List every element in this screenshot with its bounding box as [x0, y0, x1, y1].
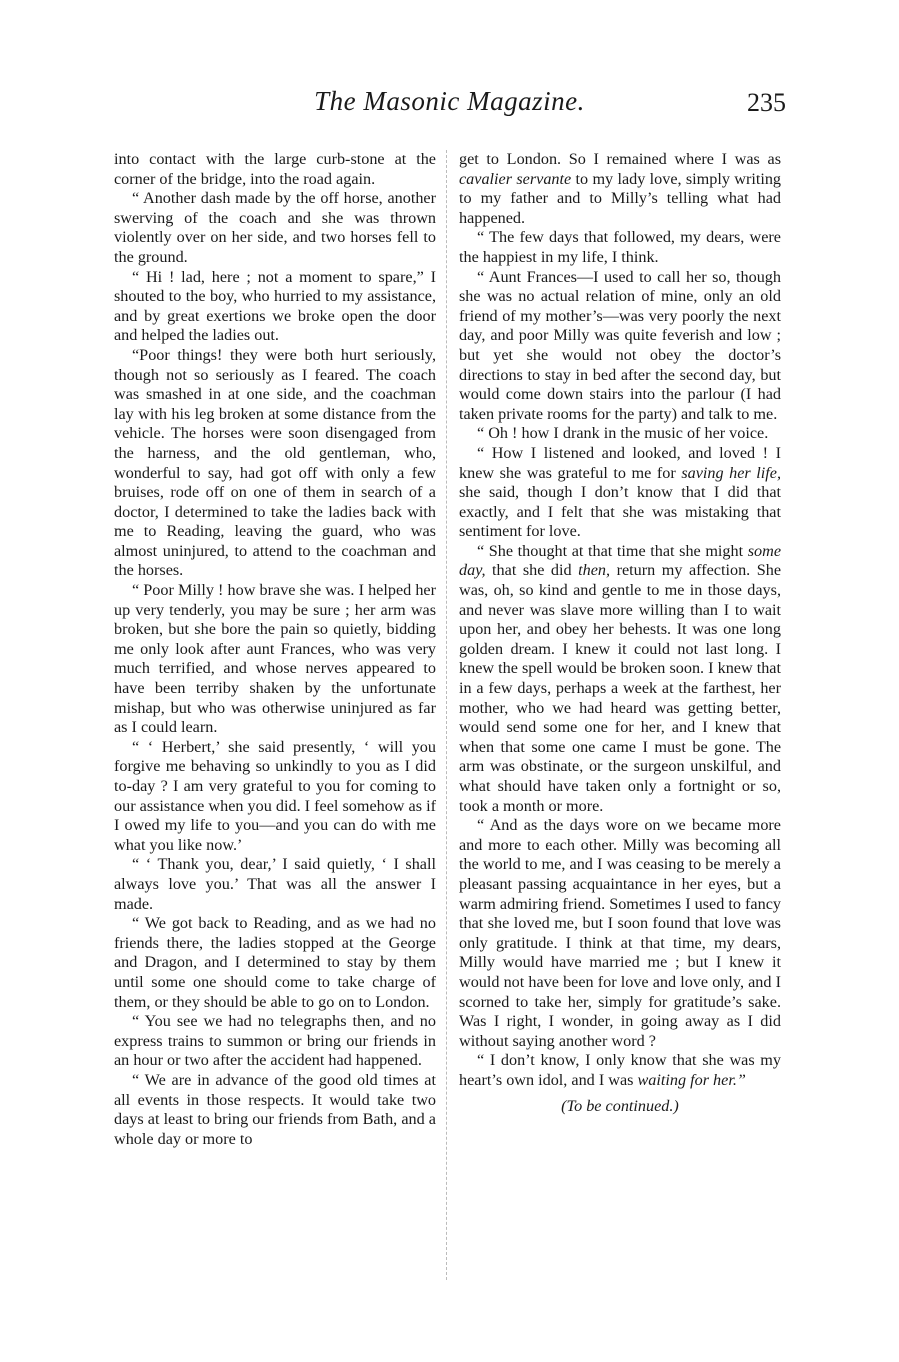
paragraph: [459, 444, 781, 542]
page-header: [0, 86, 899, 126]
paragraph: [459, 542, 781, 816]
paragraph: “ We are in advance of the good old times at all events in those respects. It would take two days at least to bring our friends from Bath, and a whole day or more to: [114, 1070, 436, 1148]
paragraph: “ And as the days wore on we became more and more to each other. Milly was becoming all the world to me, and I was ceasing to be merely a pleasant passing acquaintance in her eyes, but a warm admiring friend. Sometimes I used to fancy that she loved me, but I soon found that love was only gratitude. I think at that time, my dears, Milly would have married me ; but I knew it would not have been for love and love only, and I scorned to take her, simply for gratitude’s sake. Was I right, I wonder, in going away as I did without saying another word ?: [459, 816, 781, 1050]
paragraph: “ Another dash made by the off horse, another swerving of the coach and she was thrown violently over on her side, and two horses fell to the ground.: [114, 189, 436, 266]
page-number: 235: [747, 88, 786, 117]
paragraph: “ We got back to Reading, and as we had no friends there, the ladies stopped at the George and Dragon, and I determined to stay by them until some one should come to take charge of them, or they should be able to go on to London.: [114, 914, 436, 1011]
text-run: to my lady love, simply writing to my father and to Milly’s telling what had happened.: [459, 169, 782, 227]
paragraph: “ ‘ Herbert,’ she said presently, ‘ will you forgive me behaving so unkindly to you as I did to-day ? I am very grateful to you for coming to our assistance when you did. I feel somehow as if I owed my life to you—and you can do with me what you like now.’: [114, 737, 436, 854]
left-column: [114, 150, 436, 1149]
column-divider: [446, 150, 447, 1280]
to-be-continued: (To be continued.): [561, 1096, 679, 1115]
text-run: that she did: [492, 561, 572, 580]
paragraph: “ ‘ Thank you, dear,’ I said quietly, ‘ I shall always love you.’ That was all the answer I made.: [114, 855, 436, 913]
text-run: “ I don’t know, I only know that she was my heart’s own idol, and I was: [459, 1051, 781, 1089]
text-run: return my affection. She was, oh, so kind and gentle to me in those days, and never was slave more willing than I to wait upon her, and obey her behests. It was one long golden dream. I knew it could not last long. I knew the spell would be broken soon. I knew that in a few days, perhaps a week at the farthest, her mother, who we had heard was getting better, would send some one for her, and I knew that when that some one came I must be gone. The arm was obstinate, or the surgeon unskilful, and what should have taken only a fortnight or so, took a month or more.: [459, 561, 782, 815]
italic-run: some day,: [459, 541, 782, 580]
paragraph: “ Aunt Frances—I used to call her so, though she was no actual relation of mine, only an old friend of my mother’s—was very poorly the next day, and poor Milly was quite feverish and low ; but yet she would not obey the doctor’s directions to stay in bed after the second day, but would come down stairs into the parlour (I had taken private rooms for the party) and talk to me.: [459, 267, 781, 423]
paragraph: “ Poor Milly ! how brave she was. I helped her up very tenderly, you may be sure ; her arm was broken, but she bore the pain so quietly, bidding me only look after aunt Frances, who was very much terrified, and whose nerves appeared to have been terriby shaken by the unfortunate mishap, but who was otherwise uninjured as far as I could learn.: [114, 581, 436, 737]
right-column: [459, 150, 781, 1116]
paragraph: “ Oh ! how I drank in the music of her voice.: [477, 424, 769, 443]
text-run: “ She thought at that time that she might: [477, 541, 744, 560]
paragraph: [459, 150, 781, 228]
text-run: get to London. So I remained where I was as: [459, 150, 781, 168]
paragraph: into contact with the large curb-stone at the corner of the bridge, into the road again.: [114, 150, 436, 188]
paragraph: “ You see we had no telegraphs then, and no express trains to summon or bring our friends in an hour or two after the accident had happened.: [114, 1012, 436, 1070]
italic-run: cavalier servante: [459, 169, 572, 188]
paragraph: “ The few days that followed, my dears, were the happiest in my life, I think.: [459, 228, 781, 266]
paragraph: “ Hi ! lad, here ; not a moment to spare,” I shouted to the boy, who hurried to my assistance, and by great exertions we broke open the door and helped the ladies out.: [114, 267, 436, 345]
text-run: “ How I listened and looked, and loved ! I knew she was grateful to me for: [459, 443, 781, 482]
text-run: she said, though I don’t know that I did that exactly, and I felt that she was mistaking that sentiment for love.: [459, 483, 781, 541]
magazine-title: The Masonic Magazine.: [314, 86, 585, 116]
italic-run: waiting for her.”: [637, 1070, 746, 1089]
paragraph: [459, 1051, 781, 1090]
paragraph: “Poor things! they were both hurt seriously, though not so seriously as I feared. The coach was smashed in at one side, and the coachman lay with his leg broken at some distance from the vehicle. The horses were soon disengaged from the harness, and the old gentleman, who, wonderful to say, had got off with only a few bruises, rode off on one of them in search of a doctor, I determined to take the ladies back with me to Reading, leaving the guard, who was almost uninjured, to attend to the coachman and the horses.: [114, 345, 436, 580]
italic-run: then,: [578, 561, 611, 580]
italic-run: saving her life,: [681, 463, 781, 482]
